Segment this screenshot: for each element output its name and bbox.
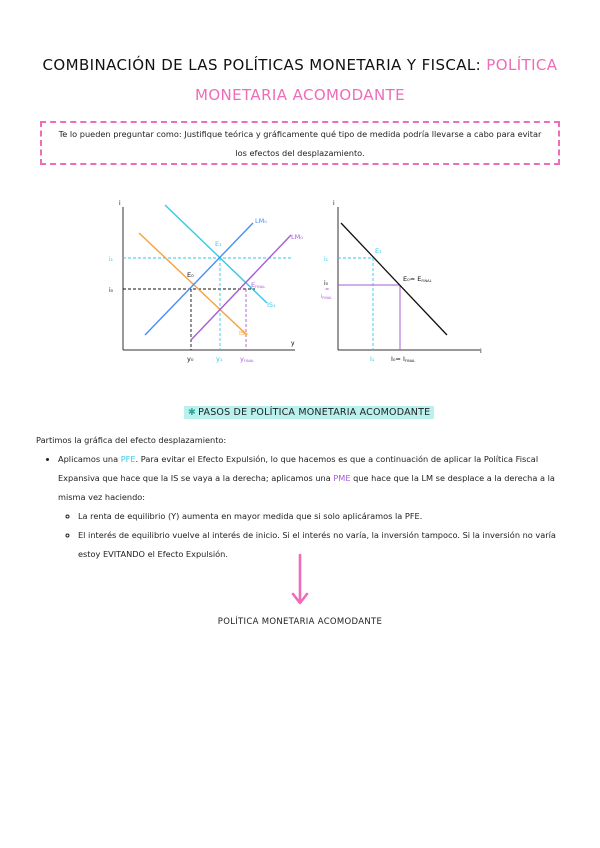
yfinal-label: yFINAL [240, 355, 255, 363]
lm0-curve [145, 223, 253, 335]
sub-item-1: ◦ La renta de equilibrio (Y) aumenta en mayor medida que si solo aplicáramos la PFE. [78, 507, 566, 526]
right-I0-final-label: I₀= IFINAL [391, 355, 416, 363]
down-arrow-icon [288, 553, 312, 609]
page-title [0, 50, 600, 110]
right-y-axis-label: i [333, 200, 335, 207]
star-icon: ✱ [188, 407, 197, 418]
section-heading [184, 406, 434, 419]
intro-text: Partimos la gráfica del efecto desplazamiento: [36, 435, 227, 445]
step1-text-a: Aplicamos una [58, 454, 121, 464]
left-x-axis-label: y [291, 340, 295, 347]
right-ifinal-label: $i_{FINAL}$ [321, 294, 333, 300]
note-line1: Te lo pueden preguntar como: Justifique teórica y gráficamente qué tipo de medida podría llevarse a cabo para evitar [58, 129, 542, 139]
e1-label: E₁ [215, 240, 222, 248]
note-line2: los efectos del desplazamiento. [235, 148, 365, 158]
steps-list [36, 450, 566, 564]
right-e0-final-label: E₀= EFINAL [403, 275, 432, 283]
title-part2: POLÍTICA [486, 56, 558, 74]
explanation-body [36, 431, 566, 564]
step1-text-c: que hace que la LM se desplace a la derecha a la misma vez haciendo: [58, 473, 555, 502]
is0-label: IS₀ [239, 329, 248, 337]
i1-label: i₁ [109, 256, 114, 263]
e0-label: E₀ [187, 271, 194, 279]
i0-label: i₀ [109, 287, 114, 294]
title-part1: COMBINACIÓN DE LAS POLÍTICAS MONETARIA Y FISCAL: [42, 56, 487, 74]
pme-keyword: PME [333, 473, 351, 483]
right-i0-eq: = [325, 287, 330, 293]
step-item-1 [58, 450, 566, 564]
is1-label: IS₁ [267, 301, 276, 309]
lm0-label: LM₀ [255, 217, 267, 225]
y0-label: y₀ [187, 355, 194, 363]
lm0b-curve [191, 235, 291, 340]
right-x-axis-label: I [480, 348, 482, 355]
step1-text-b: . Para evitar el Efecto Expulsión, lo que hacemos es que a continuación de aplicar la Política Fiscal Expansiva que hace que la IS se vaya a la derecha; aplicamos una [58, 454, 539, 483]
right-i1-label: i₁ [324, 256, 329, 263]
sub-item-2: ◦ El interés de equilibrio vuelve al interés de inicio. Si el interés no varía, la inversión tampoco. Si la inversión no varía estoy EVITANDO el Efecto Expulsión. [78, 526, 566, 564]
right-graph [321, 200, 482, 363]
efinal-label: EFINAL [251, 281, 266, 289]
left-y-axis-label: i [119, 200, 121, 207]
section-heading-text: PASOS DE POLÍTICA MONETARIA ACOMODANTE [198, 407, 431, 418]
right-i0-label: i₀ [324, 280, 329, 287]
right-I1-label: I₁ [370, 355, 375, 363]
footer-heading: POLÍTICA MONETARIA ACOMODANTE [217, 617, 383, 627]
y1-label: y₁ [216, 355, 223, 363]
exam-note-box [40, 121, 560, 165]
step1-sublist [58, 507, 566, 564]
right-e1-label: E₁ [375, 247, 382, 255]
lm0b-label: LM₀ [291, 233, 303, 241]
is0-curve [139, 233, 247, 335]
is-lm-graphs [95, 195, 495, 385]
title-line2: MONETARIA ACOMODANTE [194, 86, 406, 104]
pfe-keyword: PFE [120, 454, 136, 464]
left-graph [109, 200, 303, 363]
